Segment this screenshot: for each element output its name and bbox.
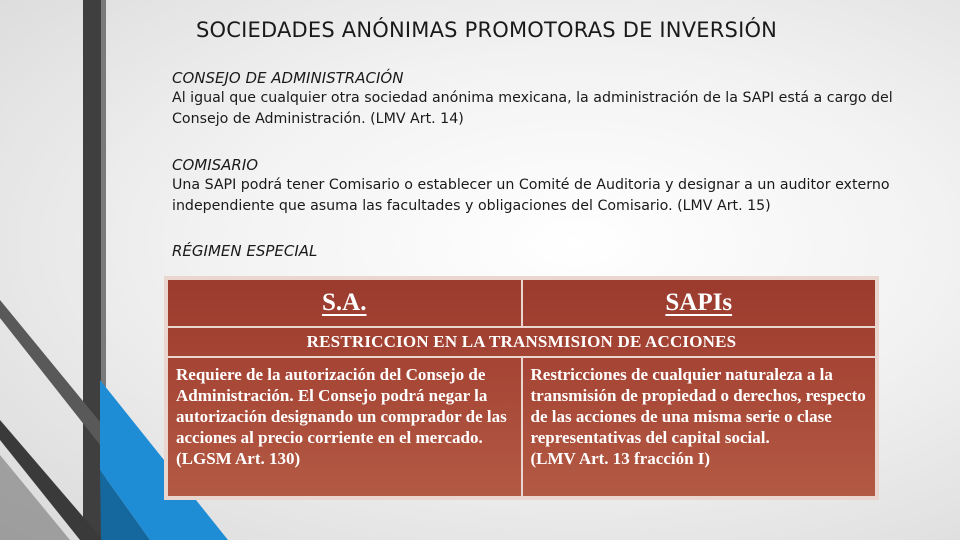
slide-title: SOCIEDADES ANÓNIMAS PROMOTORAS DE INVERSIÓN: [196, 18, 778, 42]
section-heading: COMISARIO: [172, 156, 259, 174]
table-header-row: [167, 279, 876, 327]
cell-citation: (LGSM Art. 130): [176, 449, 301, 468]
section-heading: RÉGIMEN ESPECIAL: [172, 242, 318, 260]
table-subheader-row: [167, 327, 876, 357]
table-subheader: RESTRICCION EN LA TRANSMISION DE ACCIONES: [167, 327, 876, 357]
table-row: [167, 357, 876, 497]
comparison-table-grid: [166, 278, 877, 498]
section-comisario: [172, 155, 947, 217]
section-heading: CONSEJO DE ADMINISTRACIÓN: [172, 69, 404, 87]
column-header-sapis: SAPIs: [522, 279, 877, 327]
cell-citation: (LMV Art. 13 fracción I): [530, 449, 711, 468]
column-header-sa: S.A.: [167, 279, 522, 327]
section-body: Al igual que cualquier otra sociedad anónima mexicana, la administración de la SAPI está a cargo del Consejo de Administración. (LMV Art. 14): [172, 90, 893, 127]
section-consejo: [172, 68, 947, 130]
comparison-table: [164, 276, 879, 500]
section-body: Una SAPI podrá tener Comisario o establecer un Comité de Auditoria y designar a un auditor externo independiente que asuma las facultades y obligaciones del Comisario. (LMV Art. 15): [172, 177, 890, 214]
section-regimen: [172, 241, 947, 261]
cell-text: Requiere de la autorización del Consejo de Administración. El Consejo podrá negar la autorización designando un comprador de las acciones al precio corriente en el mercado.: [176, 365, 507, 447]
cell-sapis: [522, 357, 877, 497]
cell-text: Restricciones de cualquier naturaleza a la transmisión de propiedad o derechos, respecto de las acciones de una misma serie o clase representativas del capital social.: [530, 365, 866, 447]
cell-sa: [167, 357, 522, 497]
